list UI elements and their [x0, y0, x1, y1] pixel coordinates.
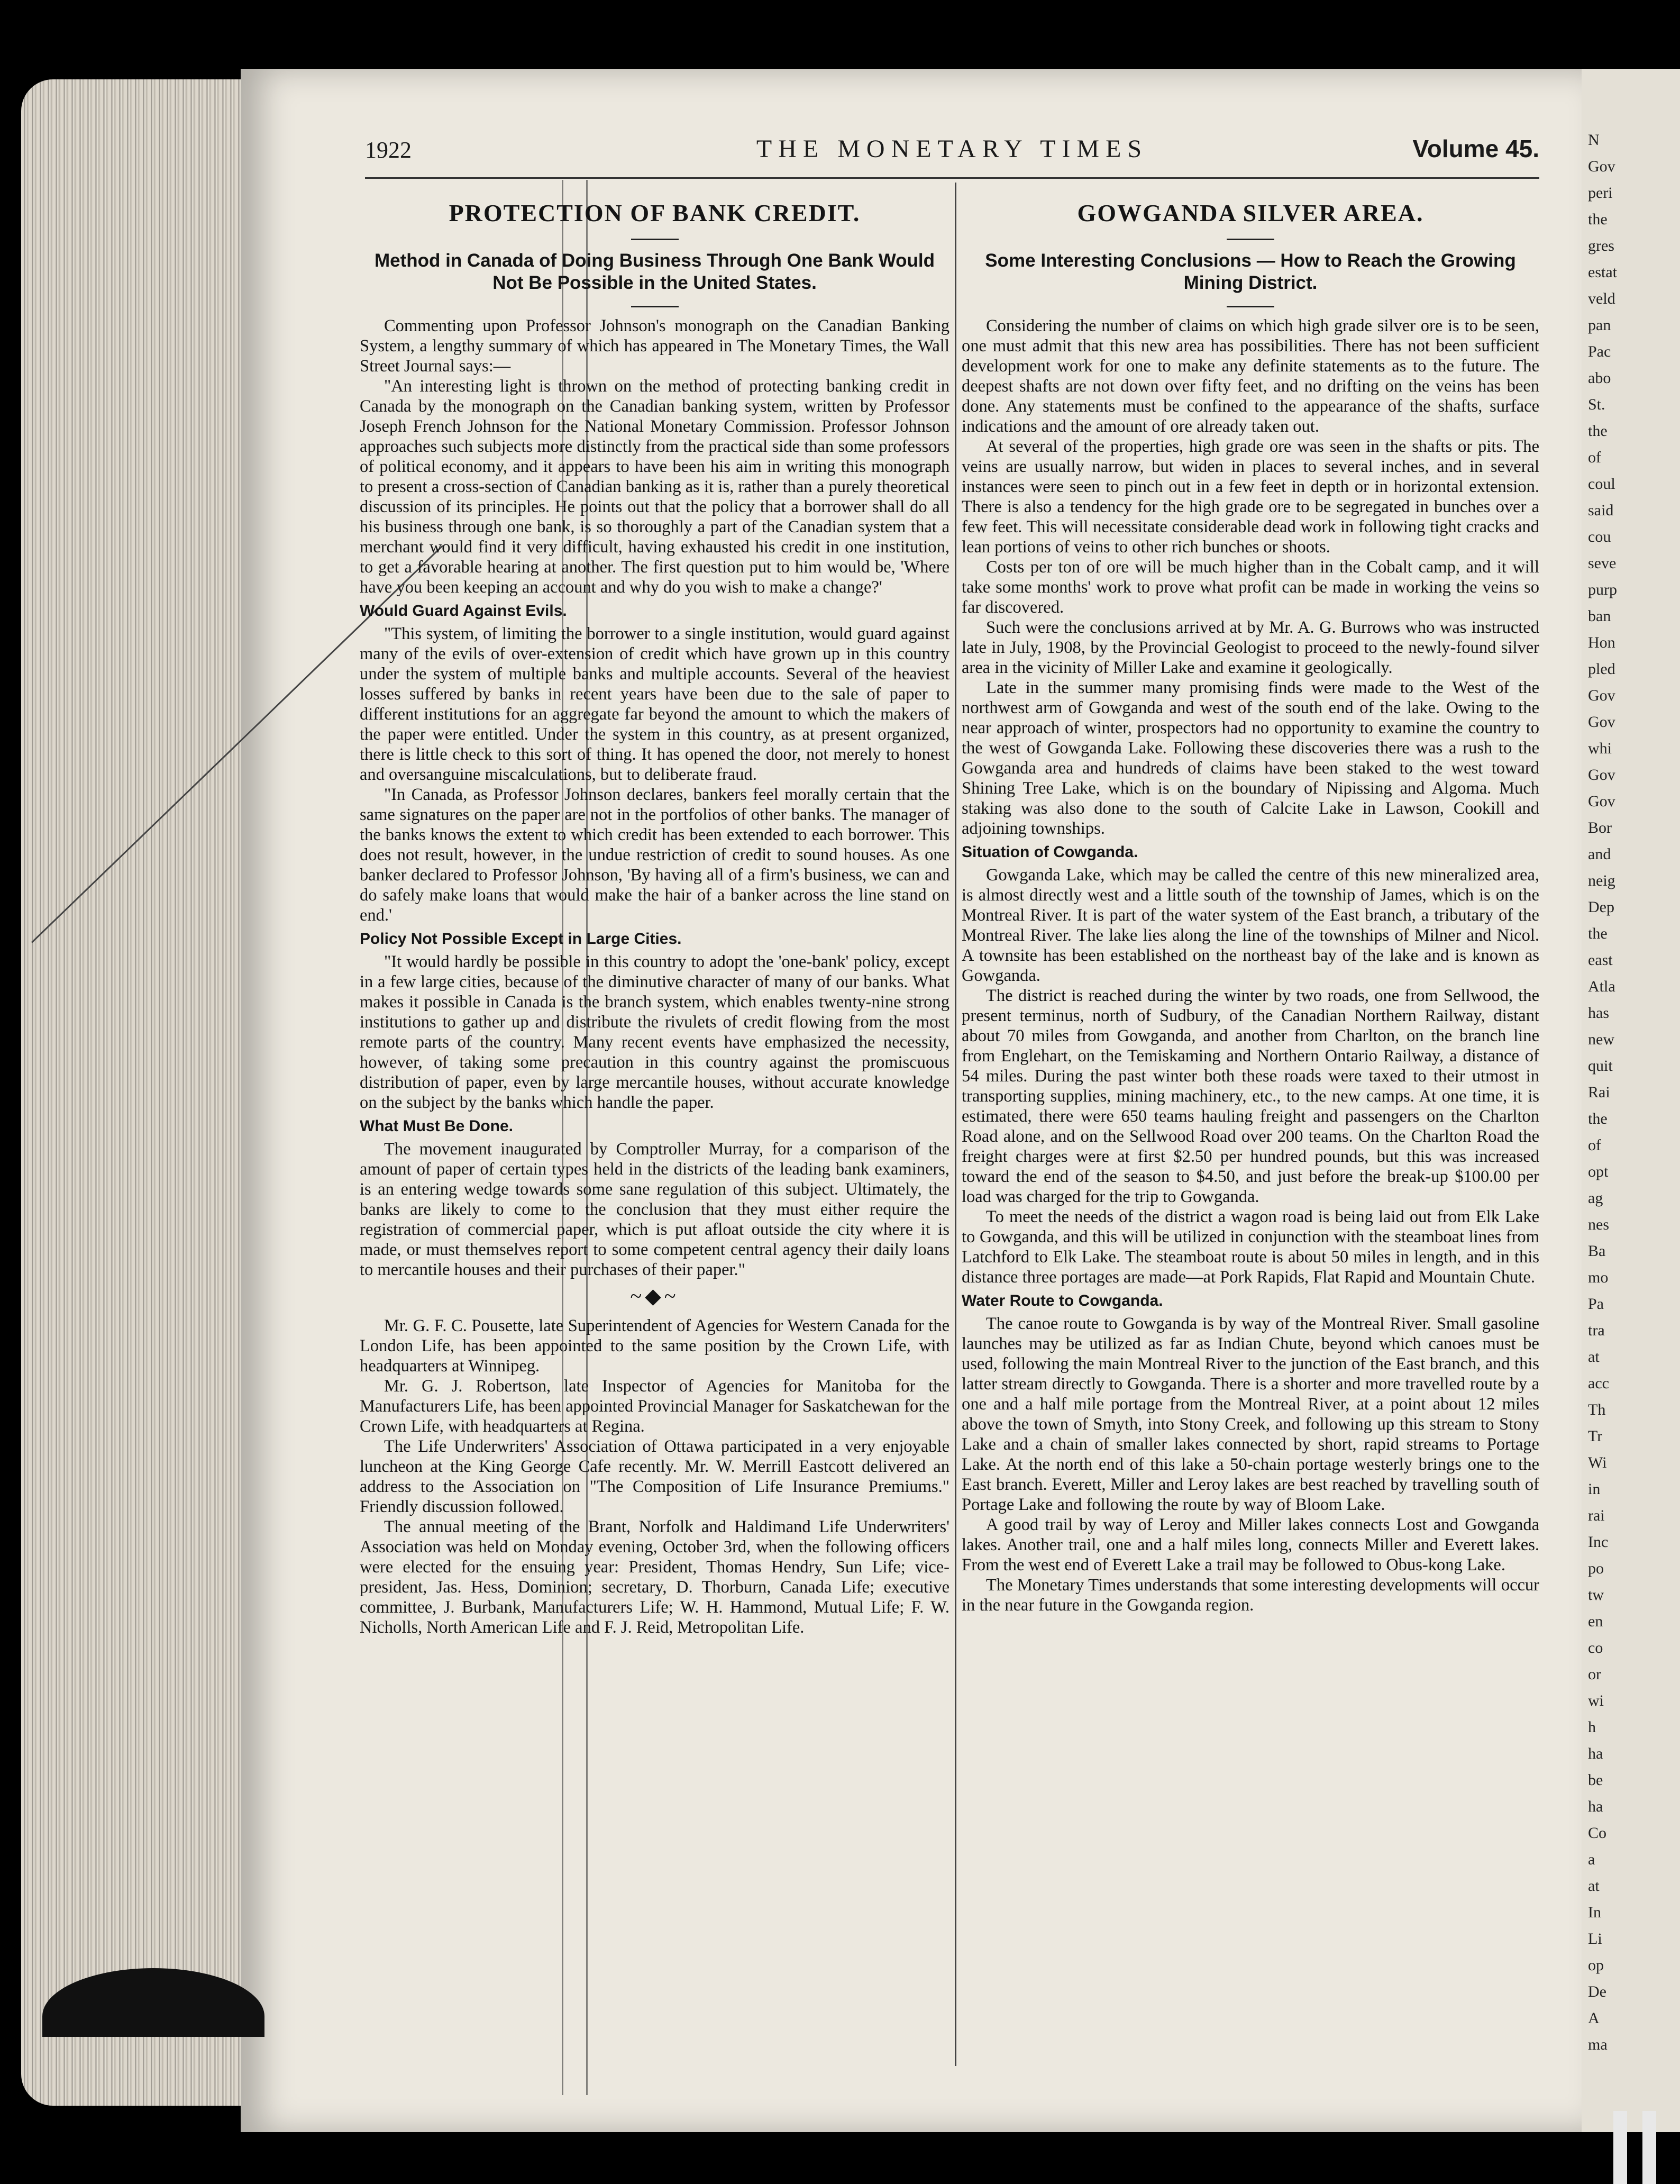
left-article-title: PROTECTION OF BANK CREDIT. — [449, 199, 861, 226]
section-paragraph: "This system, of limiting the borrower to a single institution, would guard against many of the evils of over-extension of credit which have grown up in this country under the system of multiple banks and multiple accounts. Several of the heaviest losses suffered by banks in recent years have been due to the sale of paper to different institutions for an aggregate far beyond the amount to which the makers of the paper were entitled. Under the system in this country, as at present organized, there is little check to this sort of thing. It has opened the door, not merely to honest and oversanguine miscalculations, but to deliberate fraud. — [360, 624, 949, 784]
personal-note: The Life Underwriters' Association of Ottawa participated in a very enjoyable luncheon at the King George Cafe recently. Mr. W. Merrill Eastcott delivered an address to the Association on "The Composition of Life Insurance Premiums." Friendly discussion followed. — [360, 1437, 949, 1516]
adjacent-page-fragment-text: said — [1588, 502, 1614, 519]
adjacent-page-fragment-text: Co — [1588, 1824, 1607, 1842]
adjacent-page-fragment-text: mo — [1588, 1269, 1609, 1286]
adjacent-page-fragment-text: N — [1588, 131, 1600, 149]
adjacent-page-fragment-text: h — [1588, 1718, 1596, 1736]
adjacent-page-fragment-text: neig — [1588, 872, 1615, 889]
volume-label: Volume 45. — [1412, 135, 1539, 162]
adjacent-page-fragment-text: Gov — [1588, 713, 1615, 731]
adjacent-page-fragment-text: the — [1588, 925, 1608, 942]
section-paragraph: The Monetary Times understands that some interesting developments will occur in the near future in the Gowganda region. — [962, 1576, 1539, 1615]
adjacent-page-fragment-text: acc — [1588, 1375, 1609, 1392]
adjacent-page-fragment-text: the — [1588, 211, 1608, 228]
adjacent-page-fragment-text: rai — [1588, 1507, 1605, 1524]
adjacent-page-fragment-text: Gov — [1588, 793, 1615, 810]
adjacent-page-fragment-text: Gov — [1588, 766, 1615, 784]
adjacent-page-fragment — [1582, 69, 1680, 2132]
right-intro-paragraph: Considering the number of claims on which high grade silver ore is to be seen, one must admit that this new area has possibilities. There has not been sufficient development work for one to make any definite statements as to the future. The deepest shafts are not down over fifty feet, and no drifting on the veins has been done. Any statements must be confined to the appearance of the shafts, surface indications and the amount of ore already taken out. — [962, 316, 1539, 436]
adjacent-page-fragment-text: whi — [1588, 740, 1612, 757]
right-intro-paragraph: Late in the summer many promising finds were made to the West of the northwest arm of Gowganda and west of the south end of the lake. Owing to the near approach of winter, prospectors had no opportunity to examine the country to the west of Gowganda Lake. Following these discoveries there was a rush to the Gowganda area and hundreds of claims have been staked to the west toward Shining Tree Lake, which is on the boundary of Nipissing and Algoma. Much staking was also done to the south of Calcite Lake in Lawson, Cookill and adjoining townships. — [962, 678, 1539, 838]
personal-note: Mr. G. F. C. Pousette, late Superintendent of Agencies for Western Canada for the London Life, has been appointed to the same position by the Crown Life, with headquarters at Winnipeg. — [360, 1316, 949, 1376]
header-rule — [365, 177, 1539, 179]
adjacent-page-fragment-text: at — [1588, 1877, 1600, 1895]
adjacent-page-fragment-text: cou — [1588, 528, 1611, 545]
adjacent-page-fragment-text: op — [1588, 1957, 1604, 1974]
adjacent-page-fragment-text: new — [1588, 1031, 1614, 1048]
film-edge-mark — [1642, 2111, 1656, 2184]
adjacent-page-fragment-text: coul — [1588, 475, 1615, 493]
adjacent-page-fragment-text: quit — [1588, 1057, 1613, 1075]
adjacent-page-fragment-text: the — [1588, 422, 1608, 440]
adjacent-page-fragment-text: Th — [1588, 1401, 1606, 1418]
adjacent-page-fragment-text: po — [1588, 1560, 1604, 1577]
section-paragraph: "It would hardly be possible in this country to adopt the 'one-bank' policy, except in a few large cities, because of the diminutive character of many of our banks. What makes it possible in Canada is the branch system, which enables twenty-nine strong institutions to gather up and distribute the rivulets of credit flowing from the most remote parts of the country. Many recent events have emphasized the necessity, however, of taking some precaution in this country against the promiscuous distribution of paper, even by large mercantile houses, without accurate knowledge on the subject by the banks which handle the paper. — [360, 952, 949, 1112]
adjacent-page-fragment-text: ma — [1588, 2036, 1608, 2053]
right-article-title: GOWGANDA SILVER AREA. — [1077, 199, 1424, 226]
adjacent-page-fragment-text: ag — [1588, 1189, 1603, 1207]
adjacent-page-fragment-text: be — [1588, 1771, 1603, 1789]
adjacent-page-fragment-text: Tr — [1588, 1427, 1603, 1445]
right-intro-paragraph: At several of the properties, high grade ore was seen in the shafts or pits. The veins are usually narrow, but widen in places to several inches, and in several instances were seen to pinch out in a few feet in depth or in horizontal extension. There is also a tendency for the high grade ore to be segregated in bunches over a few feet. This will necessitate considerable dead work in following tight cracks and lean portions of veins to other rich bunches or shoots. — [962, 437, 1539, 557]
section-paragraph: A good trail by way of Leroy and Miller lakes connects Lost and Gowganda lakes. Another trail, one and a half miles long, connects Miller and Everett lakes. From the west end of Everett Lake a trail may be followed to Obus-kong Lake. — [962, 1515, 1539, 1575]
title-dash — [1227, 239, 1274, 240]
adjacent-page-fragment-text: seve — [1588, 554, 1617, 572]
left-column — [360, 198, 949, 1637]
section-paragraph: To meet the needs of the district a wagon road is being laid out from Elk Lake to Gowganda, and this will be utilized in conjunction with the steamboat lines from Latchford to Elk Lake. The steamboat route is about 50 miles in length, and in this distance three portages are made—at Pork Rapids, Flat Rapid and Mountain Chute. — [962, 1207, 1539, 1287]
adjacent-page-fragment-text: has — [1588, 1004, 1609, 1022]
adjacent-page-fragment-text: of — [1588, 449, 1601, 466]
adjacent-page-fragment-text: of — [1588, 1136, 1601, 1154]
adjacent-page-fragment-text: De — [1588, 1983, 1606, 2000]
adjacent-page-fragment-text: in — [1588, 1480, 1601, 1498]
section-heading: Water Route to Cowganda. — [962, 1292, 1163, 1309]
adjacent-page-fragment-text: Atla — [1588, 978, 1615, 995]
adjacent-page-fragment-text: at — [1588, 1348, 1600, 1366]
adjacent-page-fragment-text: In — [1588, 1904, 1601, 1921]
adjacent-page-fragment-text: Gov — [1588, 687, 1615, 704]
adjacent-page-fragment-text: abo — [1588, 369, 1611, 387]
page-number: 1922 — [365, 137, 412, 163]
section-paragraph: Gowganda Lake, which may be called the centre of this new mineralized area, is almost directly west and a little south of the township of James, which is on the Montreal River. It is part of the water system of the East branch, a tributary of the Montreal River. The lake lies along the line of the townships of Milner and Nicol. A townsite has been established on the northeast bay of the lake and is known as Gowganda. — [962, 866, 1539, 985]
left-article-subtitle: Method in Canada of Doing Business Through One Bank Would Not Be Possible in the United States. — [374, 250, 935, 293]
adjacent-page-fragment-text: Wi — [1588, 1454, 1607, 1471]
right-column — [962, 198, 1539, 1615]
adjacent-page-fragment-text: Bor — [1588, 819, 1612, 836]
adjacent-page-fragment-text: east — [1588, 951, 1613, 969]
subtitle-dash — [631, 306, 679, 307]
publication-title: THE MONETARY TIMES — [756, 135, 1148, 163]
adjacent-page-fragment-text: ha — [1588, 1798, 1603, 1815]
adjacent-page-fragment-text: or — [1588, 1666, 1601, 1683]
section-ornament: ~◆~ — [630, 1284, 679, 1308]
column-divider — [955, 183, 956, 2066]
adjacent-page-fragment-text: St. — [1588, 396, 1605, 413]
adjacent-page-fragment-text: opt — [1588, 1163, 1609, 1180]
adjacent-page-fragment-text: Li — [1588, 1930, 1602, 1948]
section-paragraph: "In Canada, as Professor Johnson declares, bankers feel morally certain that the same signatures on the paper are not in the portfolios of other banks. The manager of the banks knows the extent to which credit has been extended to each borrower. This does not result, however, in the undue restriction of credit to sound houses. As one banker declared to Professor Johnson, 'By having all of a firm's business, we can and do safely make loans that would make the hair of a banker across the line stand on end.' — [360, 785, 949, 925]
section-heading: Would Guard Against Evils. — [360, 602, 567, 620]
adjacent-page-fragment-text: Rai — [1588, 1084, 1610, 1101]
adjacent-page-fragment-text: nes — [1588, 1216, 1609, 1233]
adjacent-page-fragment-text: Pac — [1588, 343, 1611, 360]
personal-note: Mr. G. J. Robertson, late Inspector of Agencies for Manitoba for the Manufacturers Life, has been appointed Provincial Manager for Saskatchewan for the Crown Life, with headquarters at Regina. — [360, 1377, 949, 1436]
adjacent-page-fragment-text: en — [1588, 1613, 1603, 1630]
subtitle-dash — [1227, 306, 1274, 307]
adjacent-page-fragment-text: Hon — [1588, 634, 1615, 651]
adjacent-page-fragment-text: co — [1588, 1639, 1603, 1657]
adjacent-page-fragment-text: ban — [1588, 607, 1611, 625]
section-heading: Policy Not Possible Except in Large Cities. — [360, 930, 682, 948]
title-dash — [631, 239, 679, 240]
adjacent-page-fragment-text: Pa — [1588, 1295, 1604, 1313]
film-edge-mark — [1613, 2111, 1627, 2184]
adjacent-page-fragment-text: Dep — [1588, 898, 1614, 916]
adjacent-page-fragment-text: tw — [1588, 1586, 1604, 1604]
section-heading: What Must Be Done. — [360, 1117, 513, 1135]
right-intro-paragraph: Such were the conclusions arrived at by Mr. A. G. Burrows who was instructed late in July, 1908, by the Provincial Geologist to proceed to the newly-found silver area in the vicinity of Miller Lake and examine it geologically. — [962, 618, 1539, 677]
section-heading: Situation of Cowganda. — [962, 843, 1138, 861]
adjacent-page-fragment-text: A — [1588, 2009, 1600, 2027]
adjacent-page-fragment-text: and — [1588, 845, 1611, 863]
left-intro: Commenting upon Professor Johnson's monograph on the Canadian Banking System, a lengthy summary of which has appeared in The Monetary Times, the Wall Street Journal says:— — [360, 316, 949, 376]
adjacent-page-fragment-text: ha — [1588, 1745, 1603, 1762]
adjacent-page-fragment-text: peri — [1588, 184, 1613, 202]
page-header — [365, 131, 1539, 174]
right-article-subtitle: Some Interesting Conclusions — How to Reach the Growing Mining District. — [985, 250, 1516, 293]
section-paragraph: The canoe route to Gowganda is by way of the Montreal River. Small gasoline launches may be utilized as far as Indian Chute, beyond which canoes must be used, following the main Montreal River to the junction of the East branch, and this latter stream directly to Gowganda. There is a shorter and more travelled route by a one and a half mile portage from the Montreal River, at a point about 12 miles above the town of Smyth, into Stony Creek, and following up this stream to Stony Lake and a chain of smaller lakes connected by short, rapid streams to Portage Lake. At the north end of this lake a 50-chain portage westerly brings one to the East branch. Everett, Miller and Leroy lakes are best reached by travelling south of Portage Lake and following the route by way of Bloom Lake. — [962, 1314, 1539, 1514]
right-intro-paragraph: Costs per ton of ore will be much higher than in the Cobalt camp, and it will take some months' work to prove what profit can be made in working the veins so far discovered. — [962, 558, 1539, 617]
adjacent-page-fragment-text: Gov — [1588, 158, 1615, 175]
adjacent-page-fragment-text: veld — [1588, 290, 1615, 307]
adjacent-page-fragment-text: purp — [1588, 581, 1617, 598]
adjacent-page-fragment-text: pan — [1588, 316, 1611, 334]
adjacent-page-fragment-text: Ba — [1588, 1242, 1606, 1260]
book-page-edges — [21, 79, 243, 2106]
personal-note: The annual meeting of the Brant, Norfolk and Haldimand Life Underwriters' Association was held on Monday evening, October 3rd, when the following officers were elected for the ensuing year: President, Thomas Hendry, Sun Life; vice-president, Jas. Hess, Dominion; secretary, D. Thorburn, Canada Life; executive committee, J. Burbank, Manufacturers Life; W. H. Hammond, Mutual Life; F. W. Nicholls, North American Life and F. J. Reid, Metropolitan Life. — [360, 1517, 949, 1637]
section-paragraph: The movement inaugurated by Comptroller Murray, for a comparison of the amount of paper of certain types held in the districts of the leading bank examiners, is an entering wedge towards some sane regulation of this subject. Ultimately, the banks are likely to come to the conclusion that they must either require the registration of commercial paper, which is put afloat outside the city where it is made, or must themselves report to some competent central agency their daily loans to mercantile houses and their purchases of their paper." — [360, 1140, 949, 1279]
adjacent-page-fragment-text: pled — [1588, 660, 1615, 678]
adjacent-page-fragment-text: estat — [1588, 263, 1617, 281]
adjacent-page-fragment-text: gres — [1588, 237, 1614, 254]
left-quote: "An interesting light is thrown on the method of protecting banking credit in Canada by the monograph on the Canadian banking system, written by Professor Joseph French Johnson for the National Monetary Commission. Professor Johnson approaches such subjects more distinctly from the practical side than some professors of political economy, and it appears to have been his aim in writing this monograph to present a cross-section of Canadian banking as it is, rather than a purely theoretical discussion of its principles. He points out that the policy that a borrower shall do all his business through one bank, is so thoroughly a part of the Canadian system that a merchant would find it very difficult, having exhausted his credit in one institution, to get a favorable hearing at another. The first question put to him would be, 'Where have you been keeping an account and why do you wish to make a change?' — [360, 377, 949, 597]
adjacent-page-fragment-text: a — [1588, 1851, 1595, 1868]
adjacent-page-fragment-text: Inc — [1588, 1533, 1609, 1551]
adjacent-page-fragment-text: the — [1588, 1110, 1608, 1127]
section-paragraph: The district is reached during the winter by two roads, one from Sellwood, the present terminus, north of Sudbury, of the Canadian Northern Railway, distant about 70 miles from Gowganda, and another from Charlton, on the branch line from Englehart, on the Temiskaming and Northern Ontario Railway, a distance of 54 miles. During the past winter both these roads were taxed to their utmost in transporting supplies, mining machinery, etc., to the new camps. At one time, it is estimated, there were 650 teams hauling freight and passengers on the Charlton Road alone, and on the Sellwood Road over 200 teams. On the Charlton Road the freight charges were at first $2.50 per hundred pounds, but this was increased toward the end of the season to $4.50, and just before the break-up $100.00 per load was charged for the trip to Gowganda. — [962, 986, 1539, 1206]
adjacent-page-fragment-text: wi — [1588, 1692, 1604, 1709]
adjacent-page-fragment-text: tra — [1588, 1322, 1605, 1339]
